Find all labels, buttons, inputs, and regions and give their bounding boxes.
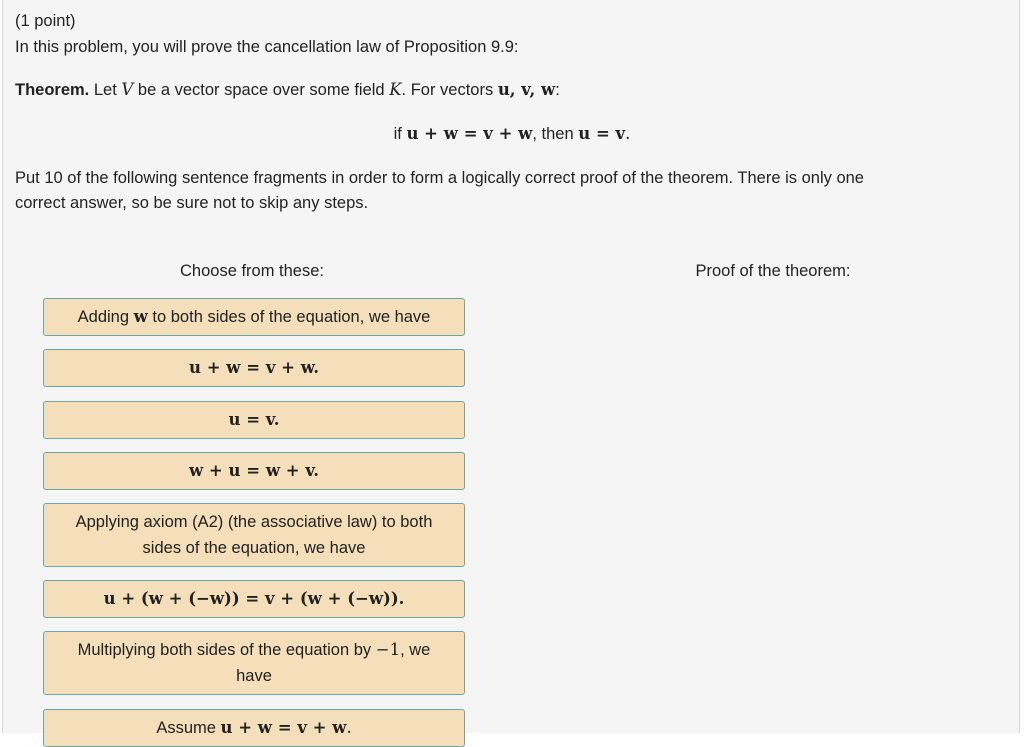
fragment-math: w bbox=[133, 307, 148, 326]
problem-panel bbox=[2, 0, 1020, 737]
fragment-text: . bbox=[346, 718, 352, 737]
proof-dropzone[interactable] bbox=[543, 295, 1003, 715]
choose-column-heading: Choose from these: bbox=[180, 262, 324, 280]
fragment-equation-u-v[interactable] bbox=[43, 401, 465, 439]
fragment-math: u = v. bbox=[228, 410, 280, 429]
fragment-equation-wu-wv[interactable] bbox=[43, 452, 465, 490]
fragment-math: −1 bbox=[375, 640, 401, 659]
statement-hypothesis: u + w = v + w bbox=[406, 124, 533, 143]
statement-if: if bbox=[393, 125, 407, 143]
fragment-assume[interactable] bbox=[43, 709, 465, 747]
theorem-text-2: be a vector space over some field bbox=[133, 81, 390, 99]
vector-list: u, v, w bbox=[497, 80, 556, 99]
fragment-math: u + (w + (−w)) = v + (w + (−w)). bbox=[103, 589, 405, 608]
fragment-text: , we bbox=[400, 641, 431, 659]
fragment-multiply-minus-one[interactable] bbox=[43, 631, 465, 695]
proof-column-heading: Proof of the theorem: bbox=[695, 262, 851, 280]
fragment-adding-w[interactable] bbox=[43, 298, 465, 336]
fragment-text: Assume bbox=[156, 719, 221, 737]
var-V: V bbox=[121, 80, 134, 99]
theorem-text-1: Let bbox=[89, 81, 122, 99]
var-K: K bbox=[389, 80, 402, 99]
fragment-text-line-1 bbox=[78, 637, 431, 663]
points-label: (1 point) bbox=[15, 12, 76, 30]
theorem-text-3: . For vectors bbox=[401, 81, 498, 99]
fragment-text-line-2: have bbox=[236, 667, 272, 685]
fragment-math: u + w = v + w bbox=[220, 718, 347, 737]
problem-intro: In this problem, you will prove the cancellation law of Proposition 9.9: bbox=[15, 38, 519, 56]
fragment-math: w + u = w + v. bbox=[188, 461, 320, 480]
fragment-equation-uw-vw[interactable] bbox=[43, 349, 465, 387]
fragment-text: Adding bbox=[77, 308, 134, 326]
statement-then: , then bbox=[532, 125, 579, 143]
fragment-text-line-2: sides of the equation, we have bbox=[142, 539, 366, 557]
theorem-label: Theorem. bbox=[15, 81, 90, 99]
theorem-statement bbox=[3, 121, 1021, 147]
instructions-line-2: correct answer, so be sure not to skip any steps. bbox=[15, 194, 369, 212]
statement-conclusion: u = v bbox=[578, 124, 626, 143]
fragment-equation-inverse[interactable] bbox=[43, 580, 465, 618]
instructions-line-1: Put 10 of the following sentence fragments in order to form a logically correct proof of the theorem. There is only one bbox=[15, 169, 864, 187]
fragment-text-line-1: Applying axiom (A2) (the associative law) to both bbox=[75, 513, 433, 531]
fragment-math: u + w = v + w. bbox=[188, 358, 320, 377]
fragment-text: to both sides of the equation, we have bbox=[147, 308, 431, 326]
fragment-text: Multiplying both sides of the equation by bbox=[77, 641, 376, 659]
statement-dot: . bbox=[625, 124, 631, 143]
theorem-text bbox=[15, 77, 560, 103]
theorem-text-4: : bbox=[555, 81, 560, 99]
fragment-associative-law[interactable] bbox=[43, 503, 465, 567]
